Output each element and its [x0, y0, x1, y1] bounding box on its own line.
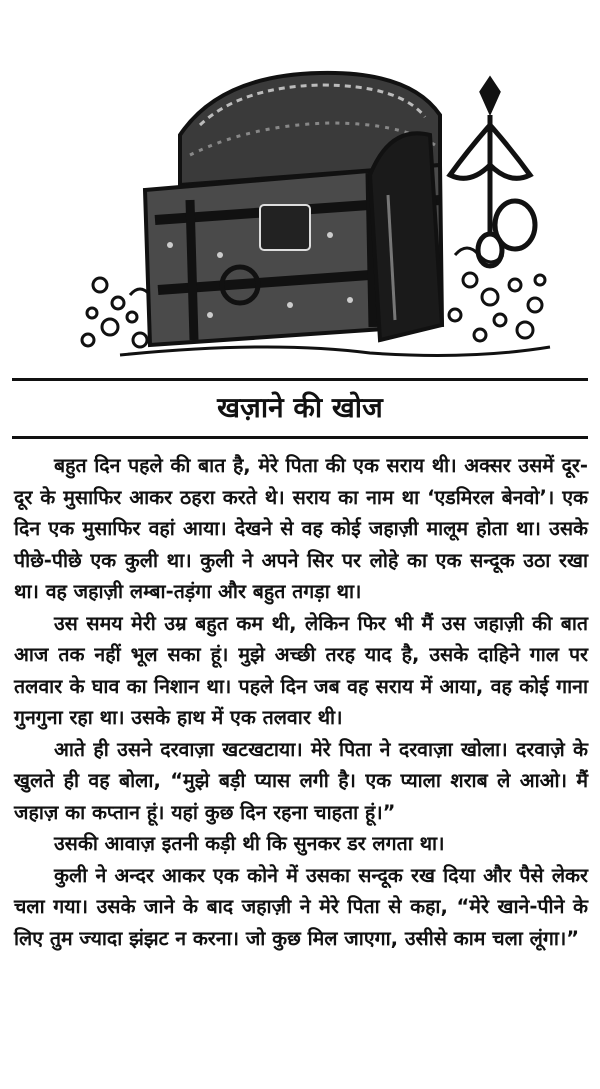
- title-rule-top: [12, 378, 588, 381]
- paragraph: बहुत दिन पहले की बात है, मेरे पिता की एक सराय थी। अक्सर उसमें दूर-दूर के मुसाफिर आकर ठहरा करते थे। सराय का नाम था ‘एडमिरल बेनवो’। एक दिन एक मुसाफिर वहां आया। देखने से वह कोई जहाज़ी मालूम होता था। उसके पीछे-पीछे एक कुली था। कुली ने अपने सिर पर लोहे का एक सन्दूक उठा रखा था। वह जहाज़ी लम्बा-तड़ंगा और बहुत तगड़ा था।: [14, 454, 588, 603]
- paragraph: कुली ने अन्दर आकर एक कोने में उसका सन्दूक रख दिया और पैसे लेकर चला गया। उसके जाने के बाद जहाज़ी ने मेरे पिता से कहा, “मेरे खाने-पीने के लिए तुम ज्यादा झंझट न करना। जो कुछ मिल जाएगा, उसीसे काम चला लूंगा।”: [14, 863, 588, 950]
- title-rule-bottom: [12, 436, 588, 439]
- paragraph: उस समय मेरी उम्र बहुत कम थी, लेकिन फिर भी मैं उस जहाज़ी की बात आज तक नहीं भूल सका हूं। मुझे अच्छी तरह याद है, उसके दाहिने गाल पर तलवार के घाव का निशान था। पहले दिन जब वह सराय में आया, वह कोई गाना गुनगुना रहा था। उसके हाथ में एक तलवार थी।: [14, 611, 588, 729]
- story-text: [14, 450, 588, 954]
- paragraph: उसकी आवाज़ इतनी कड़ी थी कि सुनकर डर लगता था।: [54, 832, 445, 855]
- treasure-chest-icon: [70, 55, 560, 365]
- paragraph: आते ही उसने दरवाज़ा खटखटाया। मेरे पिता ने दरवाज़ा खोला। दरवाज़े के खुलते ही वह बोला, “मुझे बड़ी प्यास लगी है। एक प्याला शराब ले आओ। मैं जहाज़ का कप्तान हूं। यहां कुछ दिन रहना चाहता हूं।”: [14, 737, 588, 824]
- page-title: खज़ाने की खोज: [217, 391, 383, 424]
